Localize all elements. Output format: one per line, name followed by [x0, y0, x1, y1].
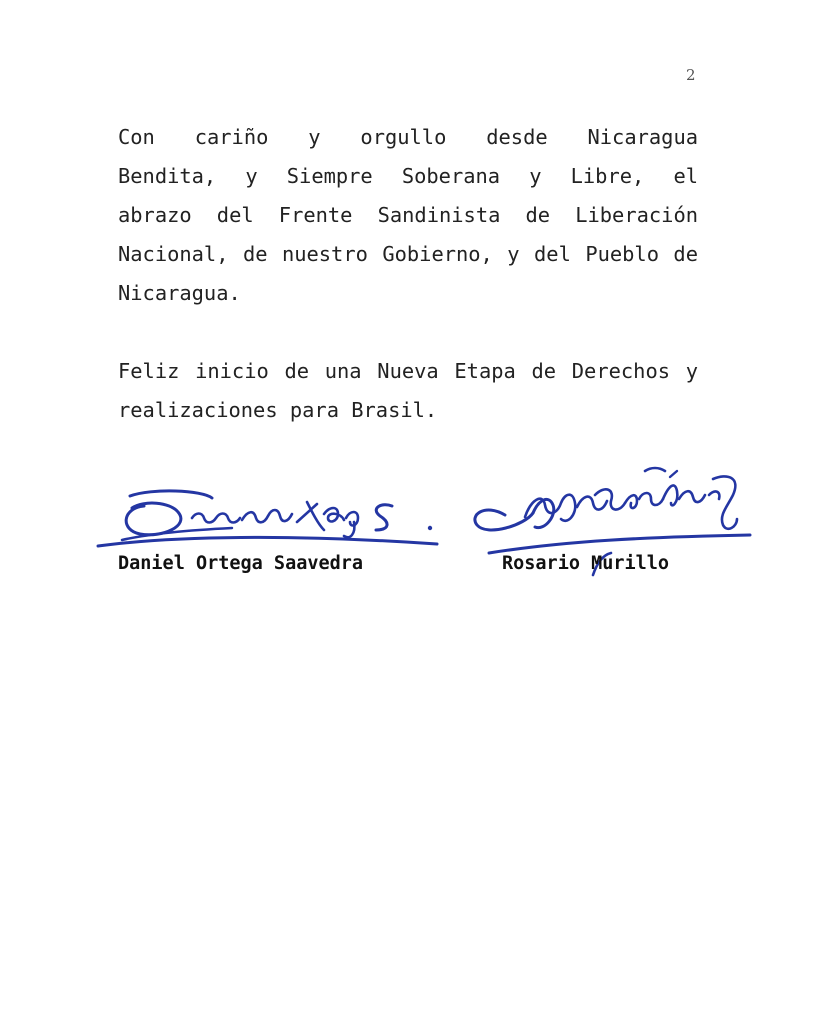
signatory-name-daniel-ortega: Daniel Ortega Saavedra: [118, 553, 364, 574]
paragraph-line: Nicaragua.: [118, 281, 241, 305]
paragraph-wishes: [118, 352, 698, 430]
paragraph-line: Nacional, de nuestro Gobierno, y del Pueblo de: [118, 242, 698, 266]
paragraph-line: Con cariño y orgullo desde Nicaragua: [118, 125, 698, 149]
page-number: 2: [686, 66, 696, 84]
paragraph-greeting: [118, 118, 698, 313]
paragraph-line: realizaciones para Brasil.: [118, 398, 438, 422]
signatory-name-rosario-murillo: Rosario Murillo: [502, 553, 670, 574]
paragraph-line: Feliz inicio de una Nueva Etapa de Derechos y: [118, 359, 698, 383]
paragraph-line: abrazo del Frente Sandinista de Liberación: [118, 203, 698, 227]
signature-daniel-ortega: [92, 478, 442, 558]
paragraph-line: Bendita, y Siempre Soberana y Libre, el: [118, 164, 698, 188]
